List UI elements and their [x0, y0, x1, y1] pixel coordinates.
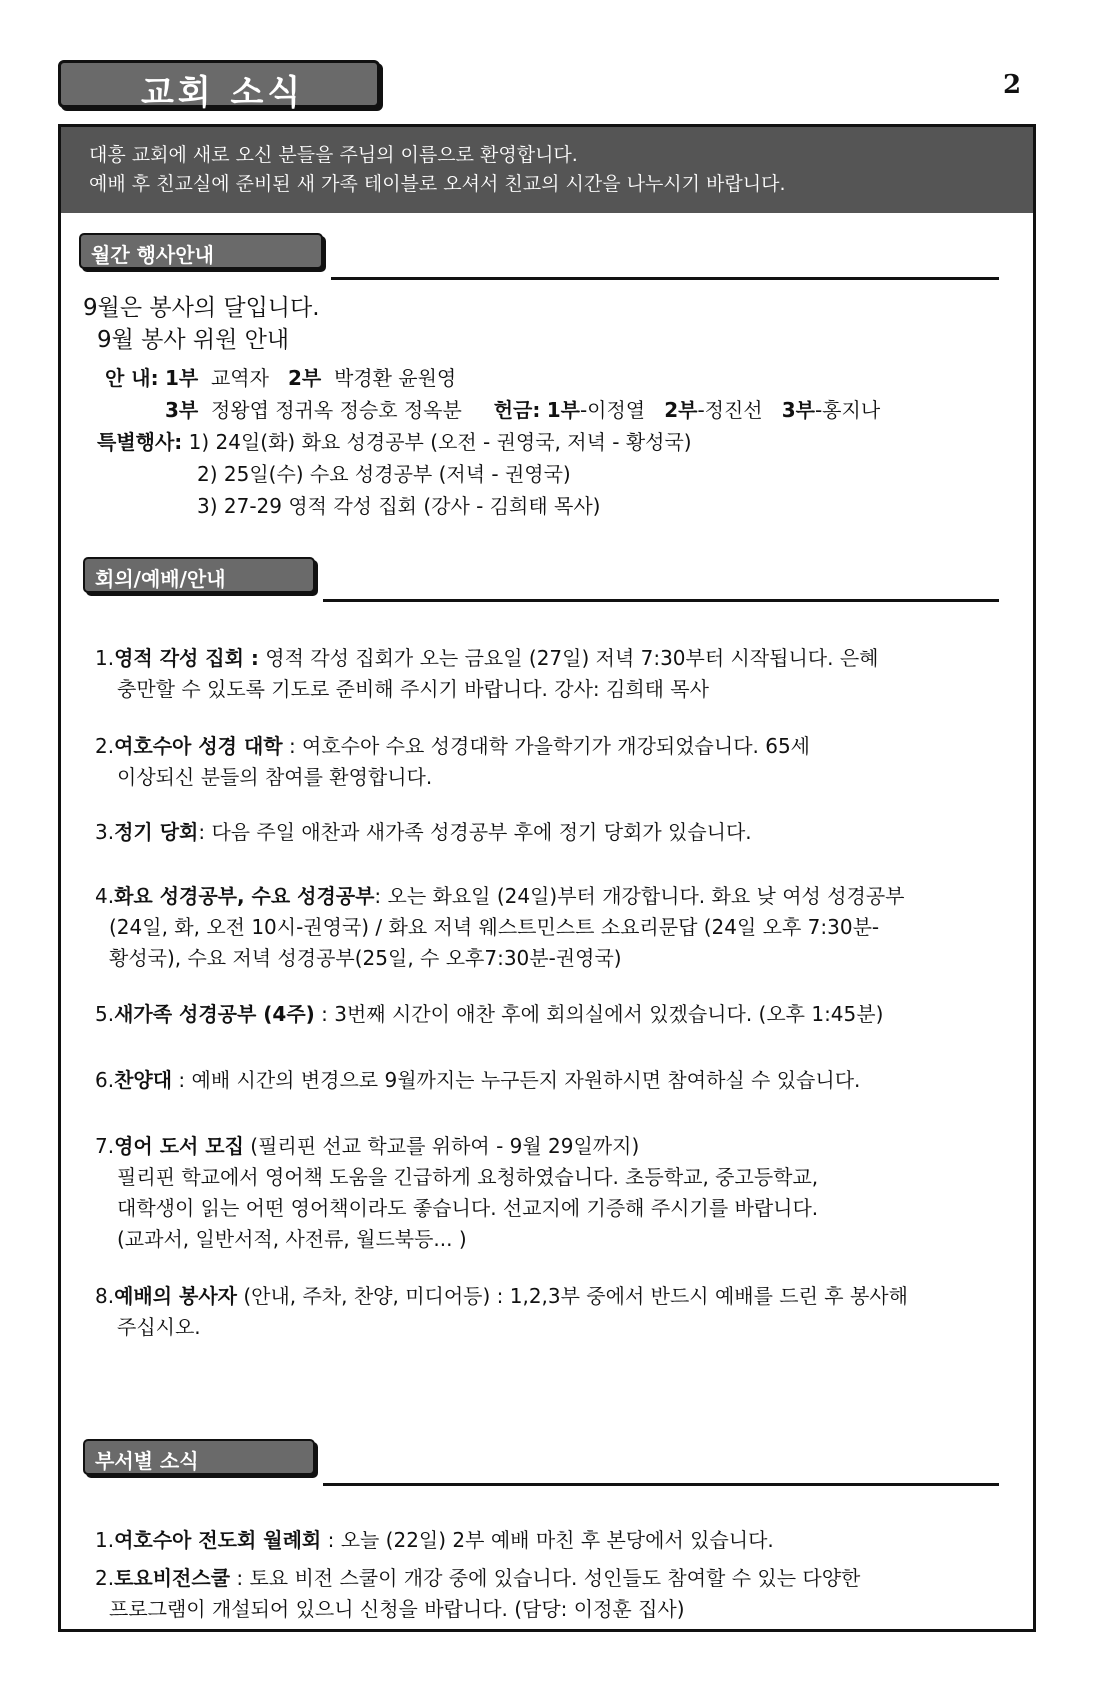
meeting-item-5: 5.새가족 성경공부 (4주) : 3번째 시간이 애찬 후에 회의실에서 있겠습니다. (오후 1:45분)	[95, 1002, 884, 1026]
special-2: 2) 25일(수) 수요 성경공부 (저녁 - 권영국)	[197, 462, 571, 486]
monthly-heading: 9월은 봉사의 달입니다.	[83, 295, 320, 321]
meeting-item-8: 8.예배의 봉사자 (안내, 주차, 찬양, 미디어등) : 1,2,3부 중에서 반드시 예배를 드린 후 봉사해 주십시오.	[95, 1284, 908, 1339]
welcome-line-2: 예배 후 친교실에 준비된 새 가족 테이블로 오셔서 친교의 시간을 나누시기 바랍니다.	[89, 173, 786, 195]
welcome-banner	[61, 127, 1033, 213]
guide-2bu-names: 박경환 윤원영	[333, 366, 457, 390]
guide-1bu-names: 교역자	[210, 366, 269, 390]
guide-label: 안 내:	[105, 366, 159, 390]
section-divider	[323, 1483, 999, 1486]
guide-1bu: 1부	[164, 366, 199, 390]
section-divider	[323, 599, 999, 602]
offering-2bu: 2부	[664, 398, 698, 422]
meeting-item-2: 2.여호수아 성경 대학 : 여호수아 수요 성경대학 가을학기가 개강되었습니다. 65세 이상되신 분들의 참여를 환영합니다.	[95, 734, 811, 789]
offering-2bu-name: -정진선	[697, 398, 763, 422]
dept-item-1: 1.여호수아 전도회 월례회 : 오늘 (22일) 2부 예배 마친 후 본당에서 있습니다.	[95, 1528, 774, 1552]
content-frame	[58, 124, 1036, 1632]
meeting-item-1: 1.영적 각성 집회 : 영적 각성 집회가 오는 금요일 (27일) 저녁 7:30부터 시작됩니다. 은혜 충만할 수 있도록 기도로 준비해 주시기 바랍니다. 강사: 김희태 목사	[95, 646, 879, 701]
offering-3bu-name: -홍지나	[814, 398, 881, 422]
guide-3bu-names: 정왕엽 정귀옥 정승호 정옥분	[210, 398, 462, 422]
guide-3bu: 3부	[165, 398, 199, 422]
offering-1bu-name: -이정열	[579, 398, 646, 422]
special-1: 1) 24일(화) 화요 성경공부 (오전 - 권영국, 저녁 - 황성국)	[188, 430, 692, 454]
offering-label: 헌금:	[493, 398, 541, 422]
section-divider	[331, 277, 999, 280]
meeting-item-7: 7.영어 도서 모집 (필리핀 선교 학교를 위하여 - 9월 29일까지) 필리핀 학교에서 영어책 도움을 긴급하게 요청하였습니다. 초등학교, 중고등학교, 대학생이 읽는 어떤 영어책이라도 좋습니다. 선교지에 기증해 주시기를 바랍니다. (교과서, 일반서적, 사전류, 월드북등... )	[95, 1134, 819, 1251]
guide-2bu: 2부	[287, 366, 322, 390]
special-row-1	[97, 427, 692, 458]
section-tab-monthly: 월간 행사안내	[79, 233, 323, 269]
meeting-item-6: 6.찬양대 : 예배 시간의 변경으로 9월까지는 누구든지 자원하시면 참여하실 수 있습니다.	[95, 1068, 861, 1092]
page-title-tab	[58, 60, 380, 113]
offering-1bu: 1부	[546, 398, 580, 422]
section-tab-meeting: 회의/예배/안내	[83, 557, 315, 593]
special-label: 특별행사:	[97, 430, 183, 454]
page-number: 2	[1003, 70, 1022, 100]
special-3: 3) 27-29 영적 각성 집회 (강사 - 김희태 목사)	[197, 494, 601, 518]
page-title: 교회 소식	[141, 73, 305, 113]
guide-row-1	[105, 363, 456, 394]
section-tab-dept: 부서별 소식	[83, 1439, 315, 1475]
dept-item-2: 2.토요비전스쿨 : 토요 비전 스쿨이 개강 중에 있습니다. 성인들도 참여할 수 있는 다양한 프로그램이 개설되어 있으니 신청을 바랍니다. (담당: 이정훈 집사)	[95, 1566, 861, 1621]
welcome-line-1: 대흥 교회에 새로 오신 분들을 주님의 이름으로 환영합니다.	[89, 144, 578, 166]
meeting-item-4: 4.화요 성경공부, 수요 성경공부: 오는 화요일 (24일)부터 개강합니다. 화요 낮 여성 성경공부 (24일, 화, 오전 10시-권영국) / 화요 저녁 웨스트민스트 소요리문답 (24일 오후 7:30분- 황성국), 수요 저녁 성경공부(25일, 수 오후7:30분-권영국)	[95, 884, 905, 970]
meeting-item-3: 3.정기 당회: 다음 주일 애찬과 새가족 성경공부 후에 정기 당회가 있습니다.	[95, 820, 752, 844]
monthly-subheading: 9월 봉사 위원 안내	[97, 327, 290, 353]
offering-3bu: 3부	[781, 398, 815, 422]
guide-row-2	[165, 395, 880, 426]
